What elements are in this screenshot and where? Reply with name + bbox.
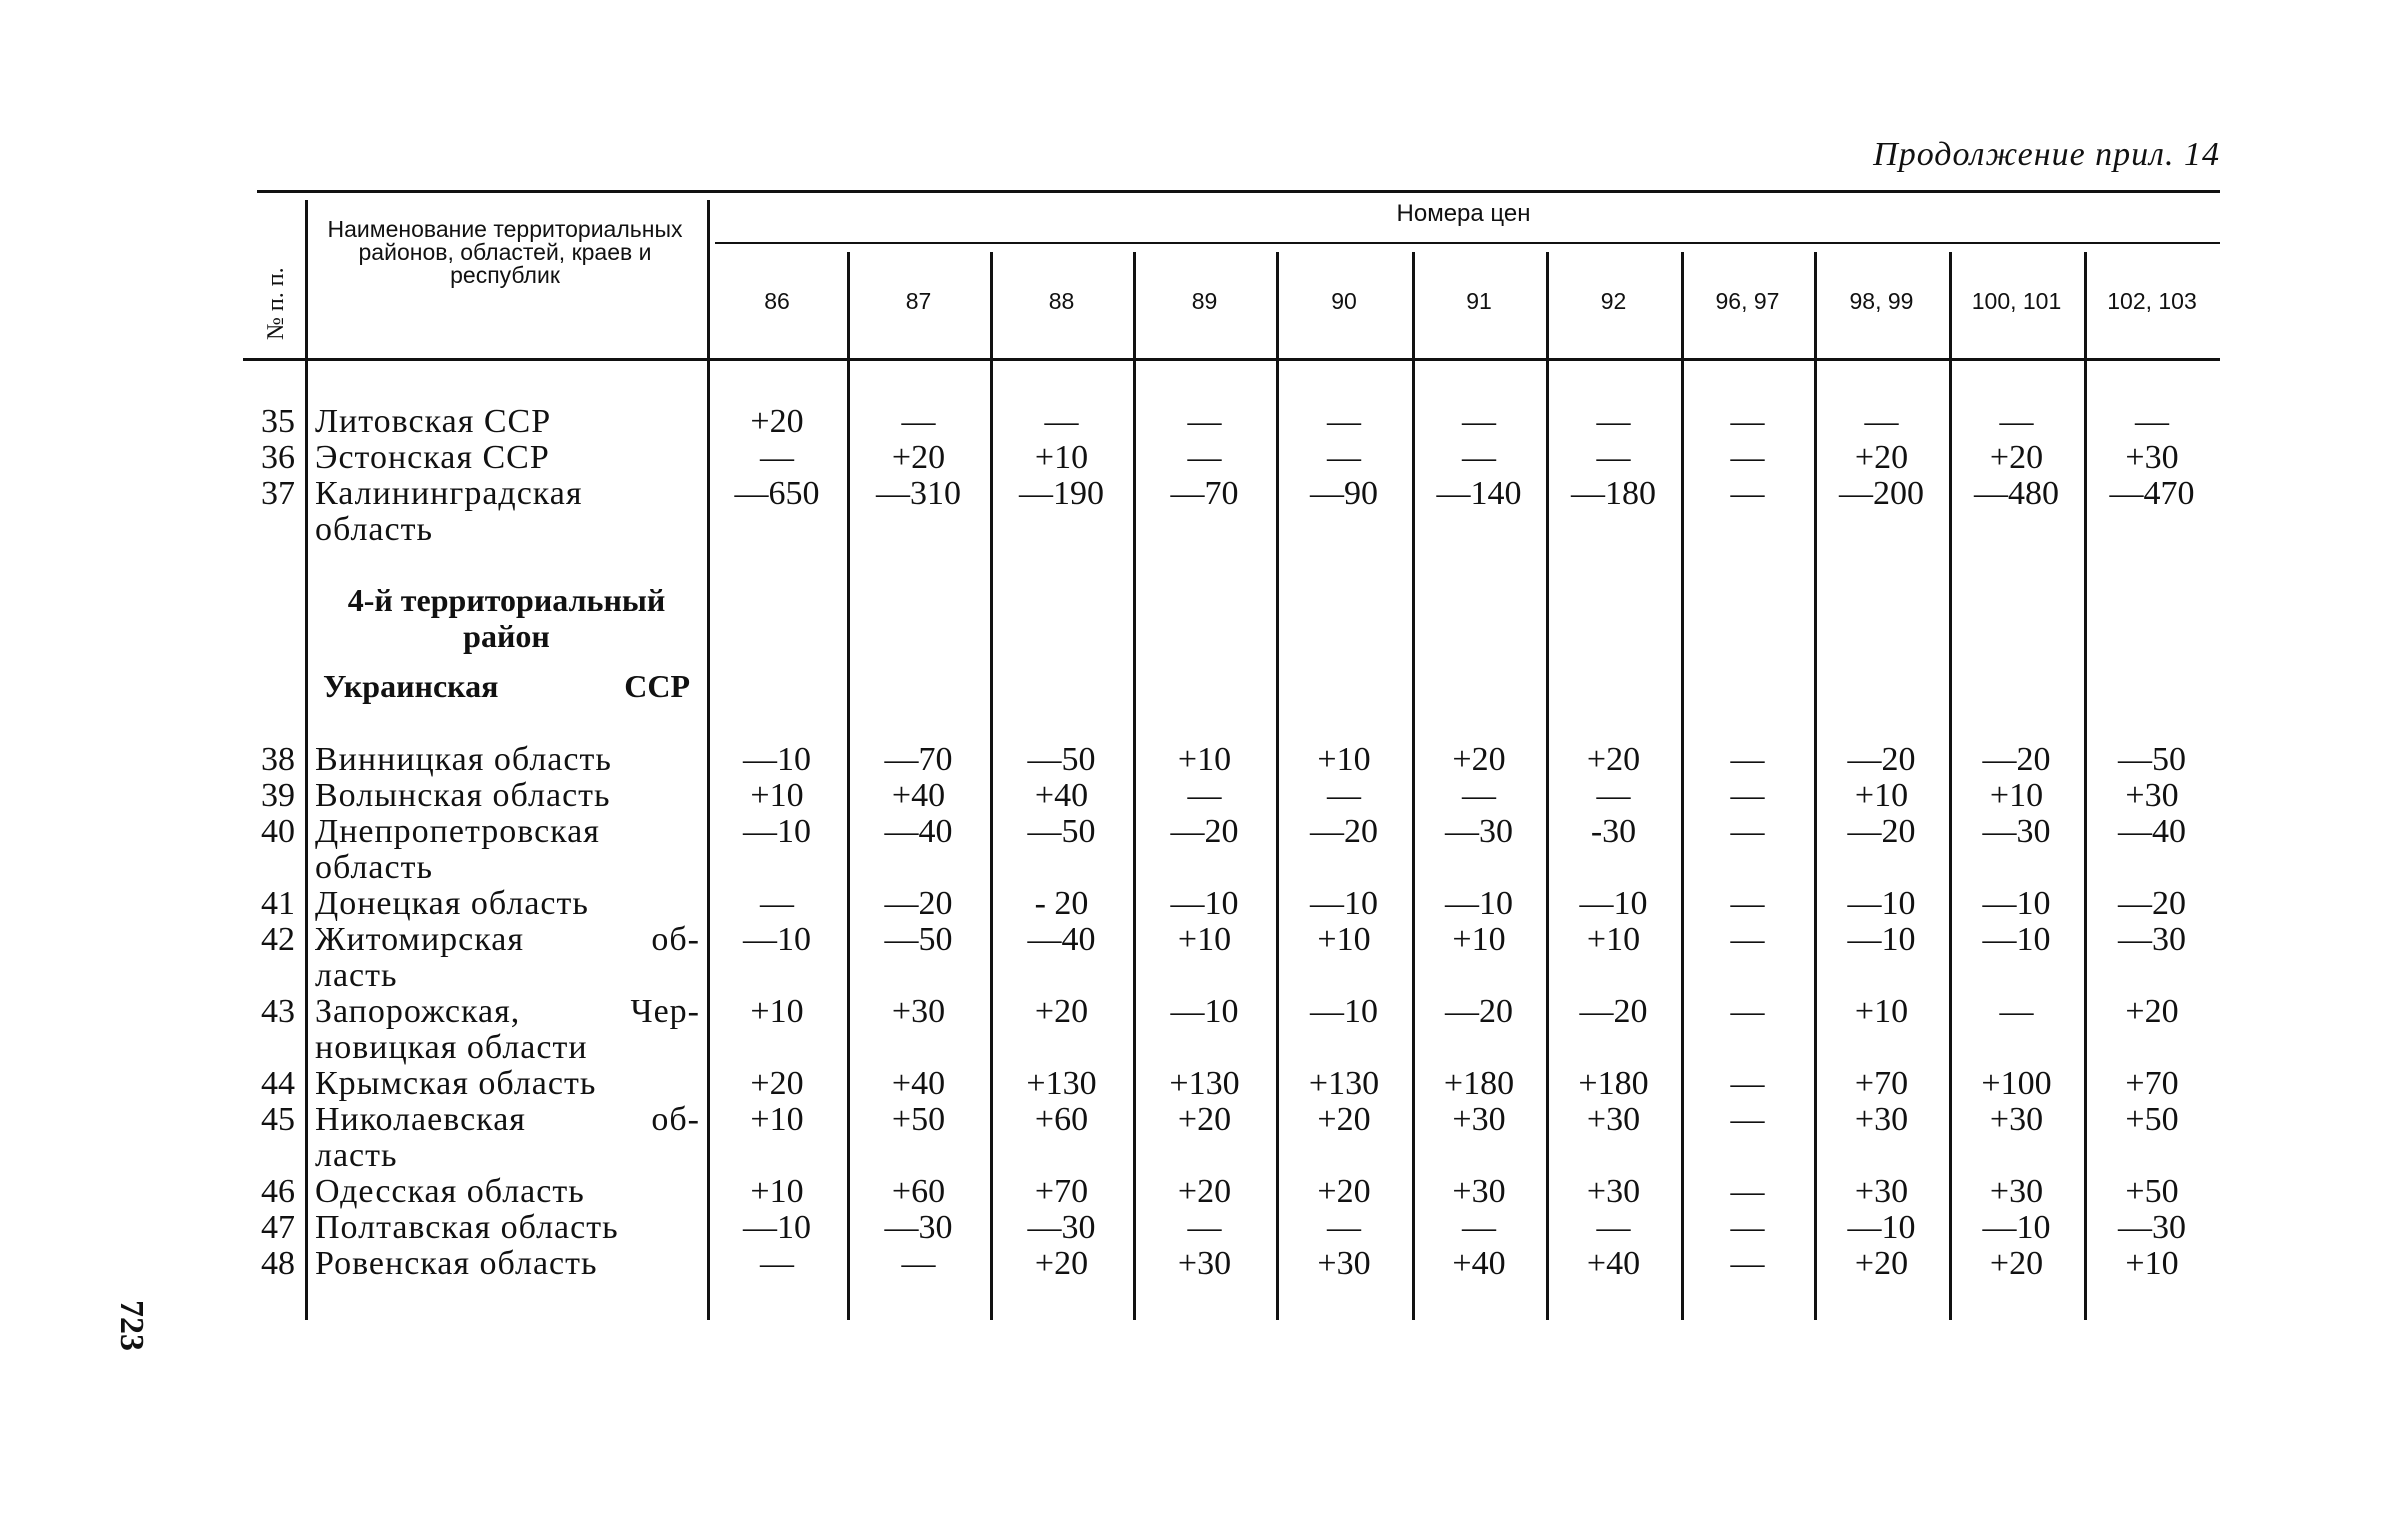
region-name: Литовская ССР	[315, 403, 552, 440]
value-cell: —70	[884, 741, 953, 778]
value-cell: —480	[1974, 475, 2059, 512]
value-cell: —30	[884, 1209, 953, 1246]
row-number: 43	[261, 993, 295, 1030]
value-cell: +70	[1034, 1173, 1089, 1210]
value-cell: —	[1462, 1209, 1496, 1246]
value-cell: —	[1596, 403, 1631, 440]
value-cell: —	[1730, 921, 1765, 958]
value-cell: +30	[1989, 1173, 2044, 1210]
column-header: 100, 101	[1971, 288, 2062, 314]
value-cell: +10	[1452, 921, 1506, 958]
value-cell: —10	[1170, 885, 1239, 922]
value-cell: —	[1596, 777, 1631, 814]
value-cell: —	[1462, 403, 1496, 440]
row-number: 46	[261, 1173, 295, 1210]
value-cell: —50	[1027, 741, 1096, 778]
value-cell: —	[1730, 885, 1765, 922]
value-cell: —	[1730, 1101, 1765, 1138]
value-cell: +100	[1981, 1065, 2052, 1102]
value-cell: +10	[1586, 921, 1641, 958]
value-cell: —	[1730, 1065, 1765, 1102]
value-cell: +20	[1177, 1101, 1232, 1138]
region-name-continuation: ласть	[315, 957, 398, 994]
row-number: 48	[261, 1245, 295, 1282]
value-cell: +20	[1034, 993, 1089, 1030]
region-name: Винницкая область	[315, 741, 612, 778]
price-numbers-header: Номера цен	[1396, 200, 1531, 227]
value-cell: +30	[2125, 777, 2179, 814]
value-cell: —50	[1027, 813, 1096, 850]
value-cell: +10	[1177, 921, 1232, 958]
value-cell: +30	[1854, 1101, 1909, 1138]
value-cell: —200	[1839, 475, 1924, 512]
row-number: 35	[261, 403, 295, 440]
value-cell: —30	[1982, 813, 2051, 850]
value-cell: —	[1730, 439, 1765, 476]
value-cell: +20	[1854, 439, 1909, 476]
value-cell: +30	[1177, 1245, 1232, 1282]
column-header: 87	[905, 288, 932, 314]
value-cell: +10	[2125, 1245, 2179, 1282]
value-cell: —10	[1982, 885, 2051, 922]
value-cell: —	[1187, 403, 1222, 440]
value-cell: +10	[750, 993, 804, 1030]
value-cell: —10	[1310, 885, 1378, 922]
region-name: Житомирская об-	[315, 921, 700, 958]
value-cell: —20	[1310, 813, 1378, 850]
value-cell: —	[1462, 777, 1496, 814]
value-cell: +20	[891, 439, 946, 476]
value-cell: +70	[2125, 1065, 2179, 1102]
value-cell: —10	[1982, 1209, 2051, 1246]
value-cell: —	[760, 885, 794, 922]
value-cell: —	[1327, 439, 1361, 476]
value-cell: —10	[1445, 885, 1513, 922]
value-cell: +130	[1026, 1065, 1097, 1102]
value-cell: —	[1730, 1173, 1765, 1210]
region-name: Донецкая область	[315, 885, 589, 922]
value-cell: +30	[1586, 1101, 1641, 1138]
region-name: Полтавская область	[315, 1209, 619, 1246]
name-col-divider	[305, 200, 308, 1320]
value-cell: +20	[1586, 741, 1641, 778]
value-cell: —10	[1847, 885, 1916, 922]
value-cell: —310	[876, 475, 961, 512]
row-number: 37	[261, 475, 295, 512]
value-cell: +30	[1854, 1173, 1909, 1210]
value-cell: —	[1864, 403, 1899, 440]
column-header: 102, 103	[2107, 288, 2197, 314]
value-cell: —	[1730, 777, 1765, 814]
value-cell: +40	[1452, 1245, 1506, 1282]
value-cell: —40	[2118, 813, 2186, 850]
value-cell: +30	[1989, 1101, 2044, 1138]
value-cell: +10	[750, 1101, 804, 1138]
value-cell: —90	[1310, 475, 1378, 512]
value-cell: —30	[1445, 813, 1513, 850]
value-cell: +30	[1452, 1173, 1506, 1210]
value-cell: +50	[891, 1101, 946, 1138]
value-cell: +20	[1177, 1173, 1232, 1210]
value-cell: —	[1730, 1209, 1765, 1246]
price-adjustment-table	[257, 190, 2220, 1320]
row-number: 40	[261, 813, 295, 850]
value-cell: +20	[2125, 993, 2179, 1030]
value-cell: —	[901, 1245, 936, 1282]
value-cell: —	[1596, 1209, 1631, 1246]
value-cell: +60	[891, 1173, 946, 1210]
region-name-continuation: ласть	[315, 1137, 398, 1174]
value-cell: +40	[1586, 1245, 1641, 1282]
region-name: Николаевская об-	[315, 1101, 700, 1138]
value-cell: +20	[1989, 1245, 2044, 1282]
value-cell: +20	[1854, 1245, 1909, 1282]
value-cell: —	[1730, 813, 1765, 850]
row-number: 45	[261, 1101, 295, 1138]
value-cell: +20	[750, 403, 804, 440]
value-cell: —10	[743, 813, 811, 850]
value-cell: +30	[1452, 1101, 1506, 1138]
value-cell: +40	[891, 777, 946, 814]
value-cell: +50	[2125, 1173, 2179, 1210]
value-cell: +20	[1989, 439, 2044, 476]
value-cell: +10	[1177, 741, 1232, 778]
column-header: 98, 99	[1849, 288, 1914, 314]
region-name: Одесская область	[315, 1173, 585, 1210]
value-cell: +10	[1989, 777, 2044, 814]
value-cell: —	[1462, 439, 1496, 476]
row-number: 41	[261, 885, 295, 922]
region-name: Ровенская область	[315, 1245, 598, 1282]
value-cell: —	[1187, 777, 1222, 814]
region-name: Волынская область	[315, 777, 611, 814]
value-cell: —20	[1847, 813, 1916, 850]
continuation-caption: Продолжение прил. 14	[1873, 136, 2220, 173]
value-cell: —20	[1579, 993, 1648, 1030]
row-number: 39	[261, 777, 295, 814]
value-cell: —	[901, 403, 936, 440]
value-cell: —	[1999, 993, 2034, 1030]
value-cell: —20	[2118, 885, 2186, 922]
value-cell: —30	[1027, 1209, 1096, 1246]
value-cell: —	[1730, 475, 1765, 512]
value-cell: —	[760, 439, 794, 476]
row-number: 47	[261, 1209, 295, 1246]
column-header: 88	[1048, 288, 1075, 314]
value-cell: —50	[2118, 741, 2186, 778]
region-name: Калининградская область	[315, 475, 583, 548]
value-cell: —20	[1170, 813, 1239, 850]
region-name: Эстонская ССР	[315, 439, 550, 476]
value-cell: - 20	[1034, 885, 1089, 922]
value-cell: —20	[1445, 993, 1513, 1030]
region-name-continuation: новицкая области	[315, 1029, 588, 1066]
value-cell: +70	[1854, 1065, 1909, 1102]
value-cell: —470	[2109, 475, 2195, 512]
header-bottom-rule	[243, 358, 2220, 361]
value-cell: +20	[750, 1065, 804, 1102]
value-cell: —50	[884, 921, 953, 958]
value-cell: +30	[1317, 1245, 1371, 1282]
value-cell: +10	[1854, 993, 1909, 1030]
column-header: 89	[1191, 288, 1218, 314]
value-cell: —	[1596, 439, 1631, 476]
value-cell: —140	[1436, 475, 1522, 512]
row-number: 42	[261, 921, 295, 958]
value-cell: +10	[1034, 439, 1089, 476]
value-cell: +60	[1034, 1101, 1089, 1138]
value-cell: —10	[1579, 885, 1648, 922]
value-cell: +180	[1443, 1065, 1515, 1102]
row-number-header: № п. п.	[263, 267, 289, 340]
section-heading: 4-й территориальный район	[347, 582, 666, 654]
value-cell: —	[1327, 1209, 1361, 1246]
value-cell: —10	[1982, 921, 2051, 958]
region-name: Днепропетровская область	[315, 813, 600, 886]
value-cell: —	[1327, 403, 1361, 440]
value-cell: —	[1187, 439, 1222, 476]
value-cell: +130	[1169, 1065, 1240, 1102]
value-cell: +20	[1317, 1173, 1371, 1210]
value-cell: —10	[1310, 993, 1378, 1030]
value-cell: —30	[2118, 1209, 2186, 1246]
group-rule	[715, 242, 2220, 244]
value-cell: —30	[2118, 921, 2186, 958]
page-number: 723	[113, 1300, 150, 1351]
value-cell: —	[1730, 993, 1765, 1030]
value-cell: +10	[1854, 777, 1909, 814]
value-cell: —20	[1982, 741, 2051, 778]
value-cell: +20	[1452, 741, 1506, 778]
value-cell: +10	[1317, 921, 1371, 958]
value-cell: +30	[1586, 1173, 1641, 1210]
column-header: 96, 97	[1715, 288, 1780, 314]
value-cell: —20	[884, 885, 953, 922]
value-cell: +130	[1308, 1065, 1380, 1102]
value-cell: —	[1730, 403, 1765, 440]
column-header: 91	[1466, 288, 1492, 314]
value-cell: —10	[1847, 1209, 1916, 1246]
row-number: 38	[261, 741, 295, 778]
value-cell: —	[1999, 403, 2034, 440]
value-cell: —10	[743, 741, 811, 778]
value-cell: —70	[1170, 475, 1239, 512]
value-cell: +50	[2125, 1101, 2179, 1138]
value-cell: —	[760, 1245, 794, 1282]
value-cell: —180	[1571, 475, 1656, 512]
row-number: 44	[261, 1065, 295, 1102]
value-cell: +180	[1578, 1065, 1649, 1102]
value-cell: +30	[891, 993, 946, 1030]
value-cell: —	[2135, 403, 2169, 440]
value-cell: +30	[2125, 439, 2179, 476]
value-cell: +10	[750, 1173, 804, 1210]
value-cell: +40	[891, 1065, 946, 1102]
value-cell: +10	[750, 777, 804, 814]
section-heading: Украинская ССР	[323, 668, 690, 704]
value-cell: —190	[1019, 475, 1104, 512]
value-cell: —10	[743, 921, 811, 958]
top-rule	[257, 190, 2220, 193]
value-cell: -30	[1590, 813, 1637, 850]
value-cell: +20	[1317, 1101, 1371, 1138]
value-cell: —10	[1847, 921, 1916, 958]
value-cell: —	[1730, 1245, 1765, 1282]
value-cell: —10	[743, 1209, 811, 1246]
value-cell: —40	[1027, 921, 1096, 958]
value-cell: —	[1730, 741, 1765, 778]
value-cell: —10	[1170, 993, 1239, 1030]
value-cell: —20	[1847, 741, 1916, 778]
name-column-header: Наименование территориальных районов, областей, краев и республик	[327, 216, 683, 288]
region-name: Крымская область	[315, 1065, 597, 1102]
value-cell: —	[1327, 777, 1361, 814]
row-number: 36	[261, 439, 295, 476]
value-cell: —	[1044, 403, 1079, 440]
region-name: Запорожская, Чер-	[315, 993, 700, 1030]
value-cell: +20	[1034, 1245, 1089, 1282]
value-cell: —650	[734, 475, 820, 512]
value-cell: —	[1187, 1209, 1222, 1246]
value-cell: —40	[884, 813, 953, 850]
value-cell: +40	[1034, 777, 1089, 814]
column-header: 92	[1600, 288, 1627, 314]
value-cell: +10	[1317, 741, 1371, 778]
column-header: 90	[1331, 288, 1357, 314]
column-header: 86	[764, 288, 790, 314]
